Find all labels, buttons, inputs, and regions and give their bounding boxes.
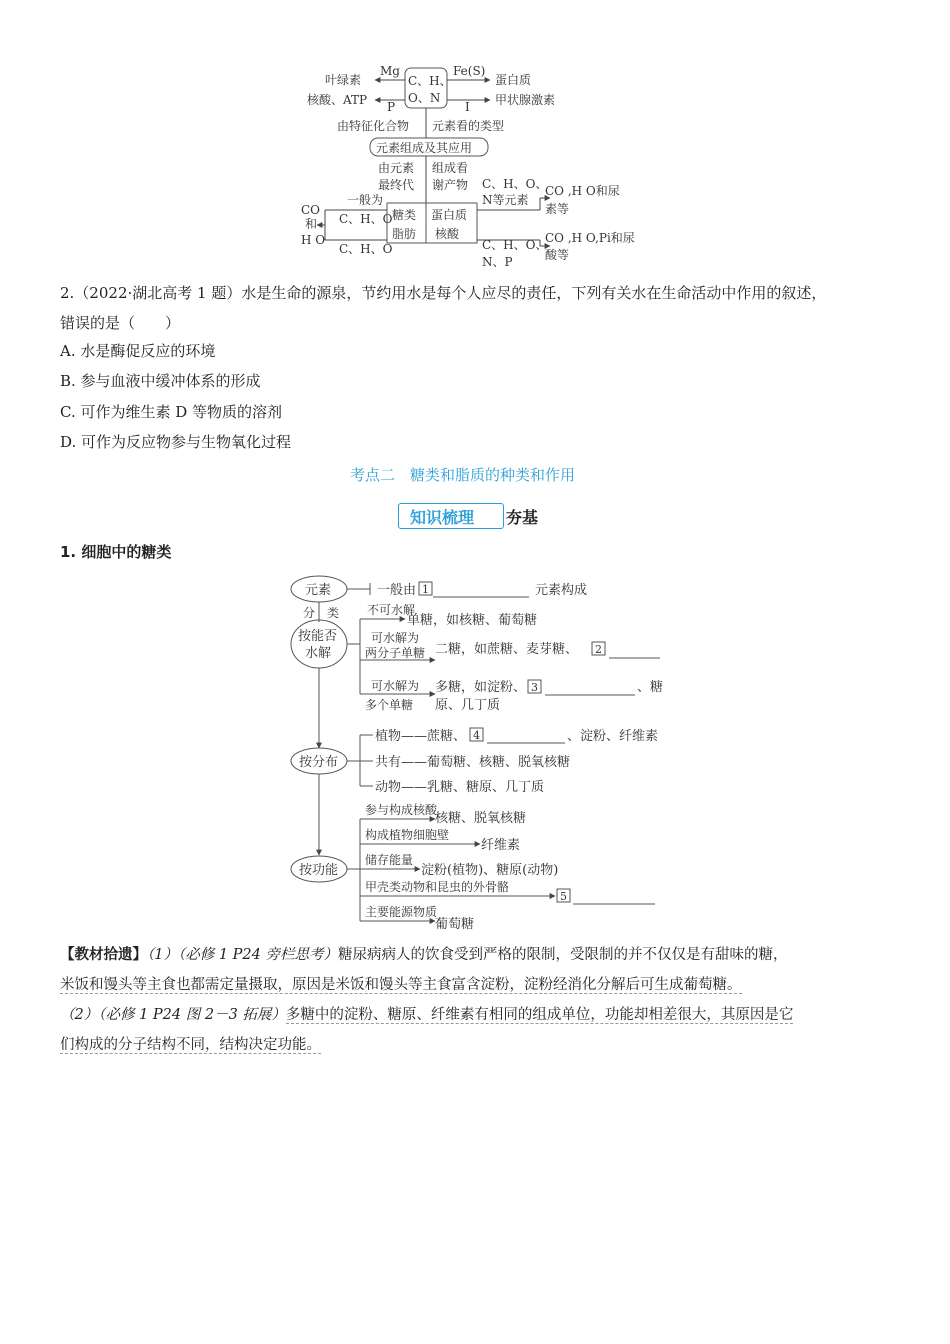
lipid-box: 脂肪 [392,227,417,241]
supplement-p2-b: 们构成的分子结构不同，结构决定功能。 [60,1037,321,1053]
h2-result: 二糖，如蔗糖、麦芽糖、 [435,642,579,657]
right-top-elem-2: N等元素 [482,193,529,207]
supplement-line-3 [60,1000,793,1030]
element-desc: 一般由 [377,583,417,598]
cho-label-1: C、H、O [339,212,393,226]
and-label: 和 [305,217,318,231]
supplement-p1-b: 米饭和馒头等主食也都需定量摄取，原因是米饭和馒头等主食富含淀粉，淀粉经消化分解后可生成葡萄糖。 [60,977,742,993]
blank-5: 5 [560,890,567,903]
low-right-2: 谢产物 [432,178,469,192]
f1-result: 核糖、脱氧核糖 [435,811,527,826]
supplement-ref-2: （2）（必修 1 P24 图 2－3 拓展） [60,1007,286,1023]
thyroxine-label: 甲状腺激素 [495,93,556,107]
right-bot-prod-2: 酸等 [545,248,570,262]
right-bot-prod-1: CO ,H O,Pi和尿 [545,231,635,245]
element-tail: 元素构成 [535,583,588,598]
nucleic-box: 核酸 [435,227,460,241]
low-left-1: 由元素 [378,161,415,175]
blank-2: 2 [595,643,602,656]
f5-cond: 主要能源物质 [365,905,438,919]
supplement-p1-a: 糖尿病病人的饮食受到严格的限制，受限制的并不仅仅是有甜味的糖， [337,947,788,963]
h3-result-2: 原、几丁质 [435,698,501,713]
co2-label: CO [301,203,321,217]
nucleic-acid-atp-label: 核酸、ATP [307,93,368,107]
option-c: C. 可作为维生素 D 等物质的溶剂 [60,403,283,421]
f4-cond: 甲壳类动物和昆虫的外骨骼 [365,880,510,894]
general-label: 一般为 [347,193,384,207]
right-top-prod-2: 素等 [545,202,570,216]
supplement-tag: 【教材拾遗】 [60,946,147,963]
classify-label: 分 类 [303,606,340,620]
dist-plant: 植物——蔗糖、 [375,729,467,744]
option-a: A. 水是酶促反应的环境 [60,342,216,360]
cho-label-2: C、H、O [339,242,393,256]
right-bot-elem-2: N、P [482,255,513,269]
element-type-label: 元素看的类型 [432,119,505,133]
sugar-box: 糖类 [392,208,417,222]
element-node: 元素 [305,583,332,598]
h1-cond: 不可水解 [367,603,416,617]
dist-animal: 动物——乳糖、糖原、几丁质 [375,780,545,795]
supplement-line-4 [60,1030,321,1060]
sugar-classification-diagram [285,572,670,934]
supplement-line-2 [60,970,742,1000]
section-title: 考点二 糖类和脂质的种类和作用 [350,466,576,484]
blank-3: 3 [531,681,538,694]
option-b: B. 参与血液中缓冲体系的形成 [60,372,261,390]
blank-4: 4 [473,729,480,742]
h2-cond-1: 可水解为 [371,631,420,645]
right-top-prod-1: CO ,H O和尿 [545,184,620,198]
f3-result: 淀粉(植物)、糖原(动物) [421,863,559,878]
f5-result: 葡萄糖 [435,917,475,932]
supplement-p2-a: 多糖中的淀粉、糖原、纤维素有相同的组成单位，功能却相差很大，其原因是它 [285,1007,794,1023]
right-bot-elem-1: C、H、O、 [482,238,548,252]
dist-node: 按分布 [299,755,339,770]
option-d: D. 可作为反应物参与生物氧化过程 [60,433,292,451]
element-composition-diagram [295,58,665,276]
h3-cond-2: 多个单糖 [365,698,414,712]
h3-tail: 、糖 [637,680,664,695]
question-stem-1: 2.（2022·湖北高考 1 题）水是生命的源泉，节约用水是每个人应尽的责任，下列有关水在生命活动中作用的叙述， [60,284,827,302]
func-node: 按功能 [299,863,339,878]
protein-box: 蛋白质 [431,208,468,222]
hydro-node-2: 水解 [305,646,332,661]
low-right-1: 组成看 [432,161,469,175]
f3-cond: 储存能量 [365,853,414,867]
h3-result: 多糖，如淀粉、 [435,680,527,695]
f2-cond: 构成植物细胞壁 [365,828,450,842]
low-left-2: 最终代 [378,178,415,192]
h1-result: 单糖，如核糖、葡萄糖 [407,613,538,628]
center-elements-2: O、N [408,91,441,105]
dist-plant-tail: 、淀粉、纤维素 [567,729,659,744]
h2-cond-2: 两分子单糖 [365,646,426,660]
characteristic-compound-label: 由特征化合物 [337,119,410,133]
subheading: 1. 细胞中的糖类 [60,543,172,561]
f2-result: 纤维素 [481,838,521,853]
right-top-elem-1: C、H、O、 [482,177,548,191]
i-label: I [465,100,470,114]
mg-label: Mg [380,64,400,78]
supplement-ref-1: （1）（必修 1 P24 旁栏思考） [147,947,338,963]
fe-label: Fe(S) [453,64,486,78]
f1-cond: 参与构成核酸 [365,803,438,817]
hydro-node-1: 按能否 [298,629,338,644]
h2o-label: H O [301,233,326,247]
banner-suffix: 夯基 [506,508,539,527]
p-label: P [387,100,396,114]
blank-1: 1 [422,583,429,596]
question-stem-2: 错误的是（ ） [60,314,181,332]
diagram1-title: 元素组成及其应用 [376,141,473,155]
dist-common: 共有——葡萄糖、核糖、脱氧核糖 [375,755,571,770]
h3-cond-1: 可水解为 [371,679,420,693]
protein-label: 蛋白质 [495,73,532,87]
center-elements-1: C、H、 [408,74,452,88]
chlorophyll-label: 叶绿素 [325,73,362,87]
banner-label: 知识梳理 [410,508,475,527]
supplement-line-1 [60,940,787,970]
